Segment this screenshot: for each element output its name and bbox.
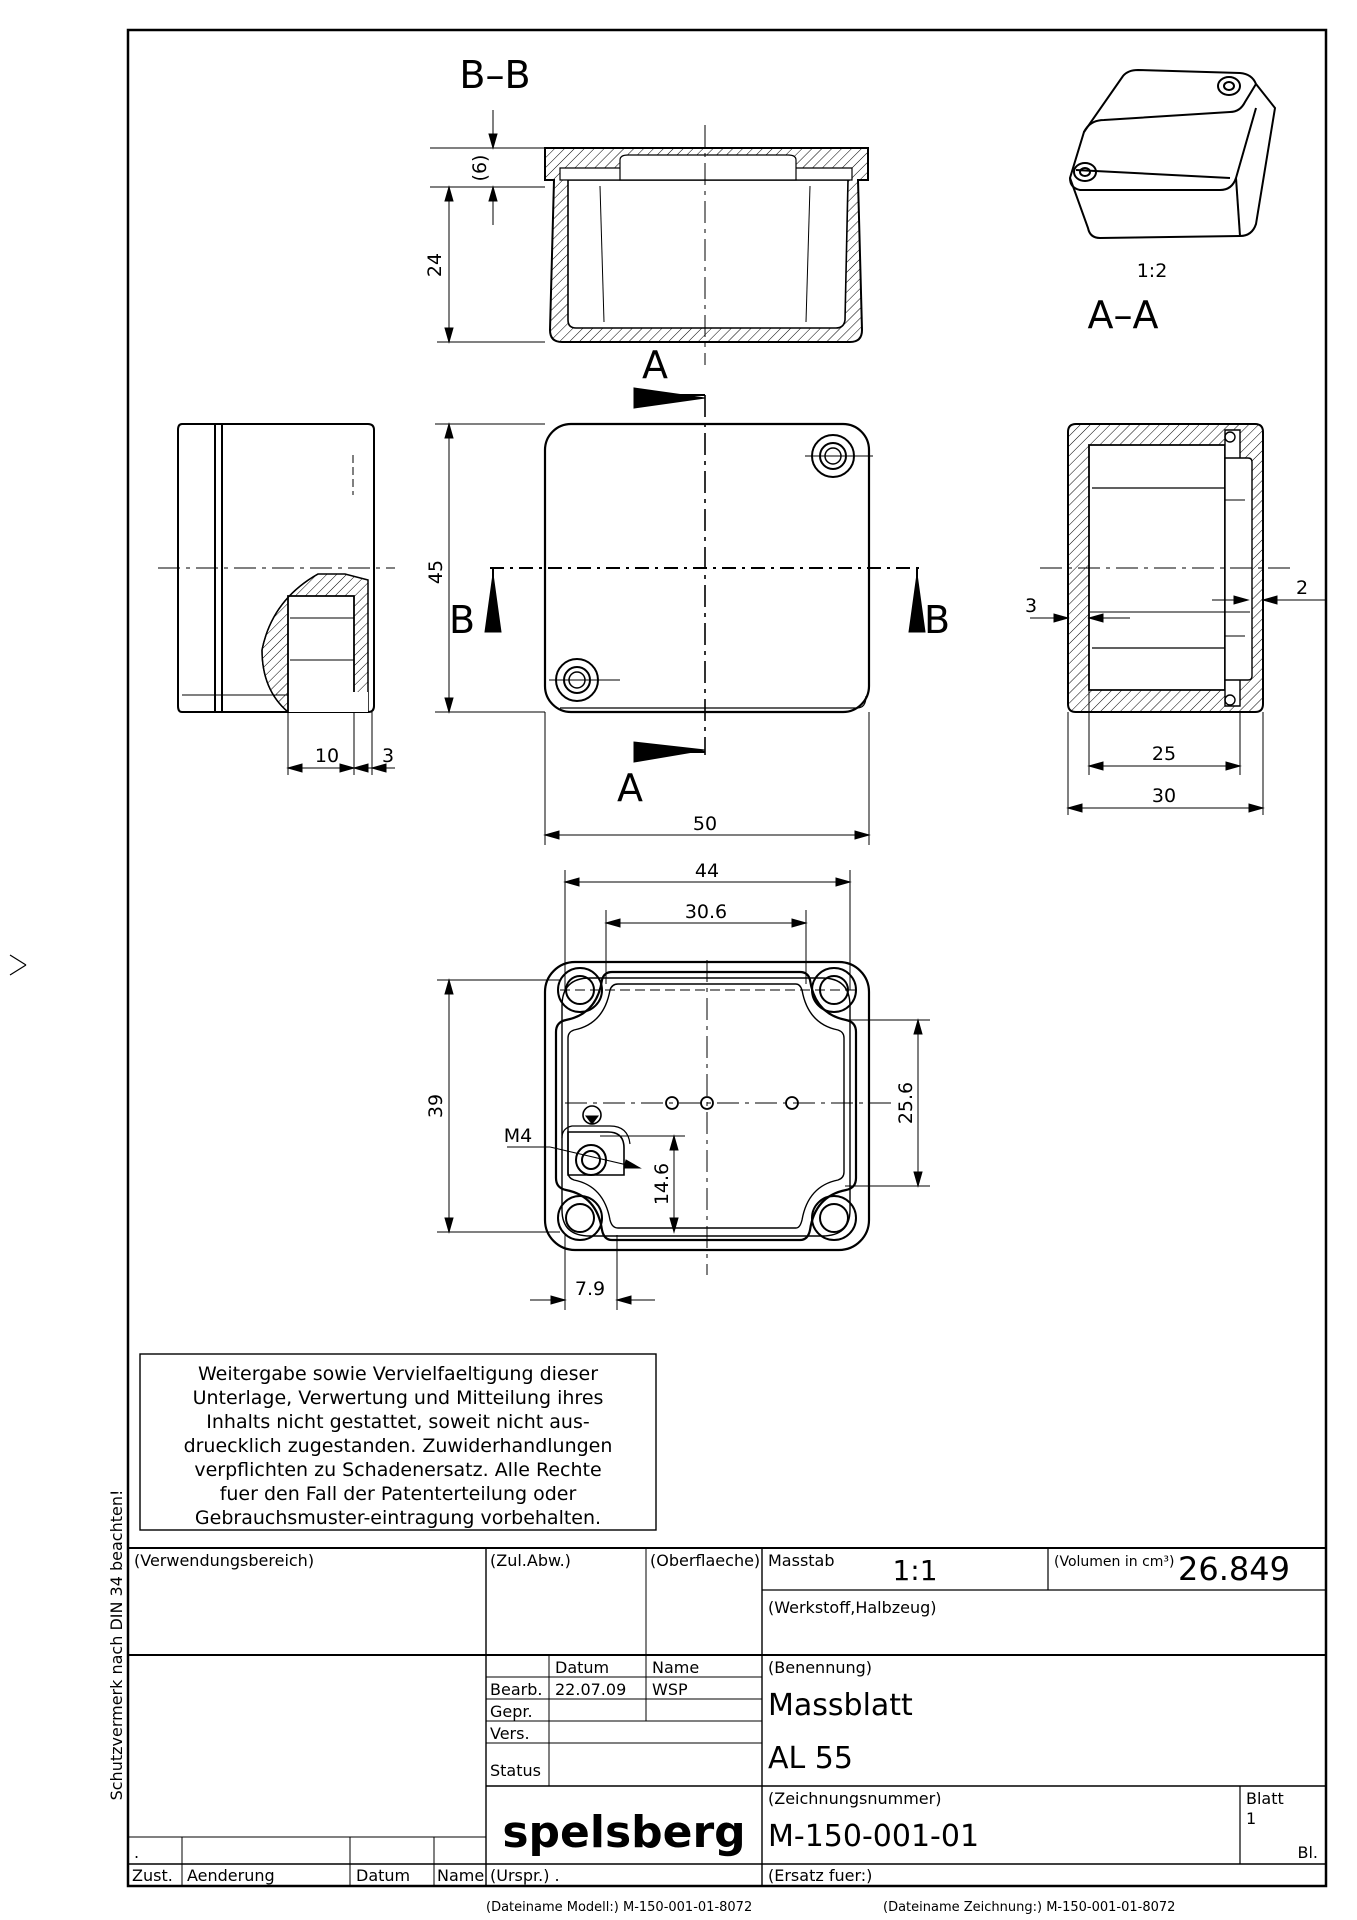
field-blatt-label: Blatt <box>1246 1789 1284 1808</box>
row-status-label: Status <box>490 1761 541 1780</box>
col-name: Name <box>437 1866 485 1885</box>
model-filename: (Dateiname Modell:) M-150-001-01-8072 <box>486 1900 753 1915</box>
drawing-filename: (Dateiname Zeichnung:) M-150-001-01-8072 <box>883 1900 1176 1915</box>
part-name: AL 55 <box>768 1741 853 1776</box>
dim-side-3: 3 <box>381 745 395 767</box>
dim-bottom-7-9: 7.9 <box>574 1278 606 1300</box>
notice-line: fuer den Fall der Patenterteilung oder <box>219 1483 577 1505</box>
row-vers-label: Vers. <box>490 1724 530 1743</box>
dim-height-24: 24 <box>424 252 446 278</box>
row-bearb-name: WSP <box>652 1680 688 1699</box>
dim-thread-m4: M4 <box>503 1125 533 1147</box>
field-benennung-label: (Benennung) <box>768 1658 873 1677</box>
side-view <box>158 424 395 775</box>
left-fold-mark <box>10 955 26 965</box>
field-verwendungsbereich: (Verwendungsbereich) <box>134 1551 315 1570</box>
field-ersatz: (Ersatz fuer:) <box>768 1866 873 1885</box>
dim-aa-wall-2: 2 <box>1295 577 1309 599</box>
row-gepr-label: Gepr. <box>490 1702 533 1721</box>
notice-line: Unterlage, Verwertung und Mitteilung ihres <box>192 1387 604 1409</box>
field-volumen-label: (Volumen in cm³) <box>1054 1554 1175 1570</box>
dim-aa-30: 30 <box>1151 785 1177 807</box>
notice-line: Gebrauchsmuster-eintragung vorbehalten. <box>194 1507 602 1529</box>
field-volumen-value: 26.849 <box>1178 1550 1290 1588</box>
col-name-header: Name <box>652 1658 700 1677</box>
field-masstab-value: 1:1 <box>892 1554 938 1587</box>
field-zul-abw: (Zul.Abw.) <box>490 1551 571 1570</box>
dim-bottom-30-6: 30.6 <box>684 901 728 923</box>
section-a-a-title: A–A <box>1087 293 1159 337</box>
notice-line: verpflichten zu Schadenersatz. Alle Rechte <box>194 1459 602 1481</box>
field-bl-label: Bl. <box>1297 1843 1318 1862</box>
cut-label-a-top: A <box>642 343 668 387</box>
dim-height-45: 45 <box>425 559 447 585</box>
part-title: Massblatt <box>768 1688 913 1723</box>
iso-scale-label: 1:2 <box>1136 260 1168 282</box>
notice-line: druecklich zugestanden. Zuwiderhandlungen <box>183 1435 613 1457</box>
dim-bottom-14-6: 14.6 <box>651 1162 673 1206</box>
col-datum: Datum <box>356 1866 411 1885</box>
notice-line: Weitergabe sowie Vervielfaeltigung dieser <box>197 1363 599 1385</box>
field-werkstoff: (Werkstoff,Halbzeug) <box>768 1598 937 1617</box>
dim-side-10: 10 <box>314 745 340 767</box>
field-oberflaeche: (Oberflaeche) <box>650 1551 761 1570</box>
front-view <box>435 388 925 845</box>
spelsberg-logo: spelsberg <box>502 1807 746 1858</box>
section-b-b-view <box>430 53 868 365</box>
section-b-b-title: B–B <box>459 53 531 97</box>
row-bearb-date: 22.07.09 <box>555 1680 627 1699</box>
din-34-margin-note: Schutzvermerk nach DIN 34 beachten! <box>107 1489 126 1801</box>
dim-width-50: 50 <box>692 813 718 835</box>
dim-aa-25: 25 <box>1151 743 1177 765</box>
notice-line: Inhalts nicht gestattet, soweit nicht aus- <box>206 1411 590 1433</box>
revision-dot: . <box>134 1843 140 1862</box>
col-aenderung: Aenderung <box>187 1866 275 1885</box>
drawing-number: M-150-001-01 <box>768 1819 980 1854</box>
cut-label-b-right: B <box>923 598 951 642</box>
dim-aa-wall-3: 3 <box>1024 595 1038 617</box>
dim-bottom-44: 44 <box>694 860 720 882</box>
field-blatt-value: 1 <box>1246 1809 1257 1828</box>
bottom-view <box>437 870 930 1310</box>
section-a-a-view <box>1030 424 1325 815</box>
dim-bottom-39: 39 <box>425 1093 447 1119</box>
row-bearb-label: Bearb. <box>490 1680 543 1699</box>
isometric-view <box>1070 70 1275 238</box>
field-masstab-label: Masstab <box>768 1551 835 1570</box>
col-zust: Zust. <box>132 1866 173 1885</box>
dim-lid-6: (6) <box>469 154 491 182</box>
field-urspr: (Urspr.) . <box>490 1866 560 1885</box>
left-fold-mark <box>10 965 26 975</box>
cut-label-a-bottom: A <box>617 766 643 810</box>
cut-label-b-left: B <box>448 598 476 642</box>
col-datum-header: Datum <box>555 1658 610 1677</box>
dim-bottom-25-6: 25.6 <box>895 1081 917 1125</box>
field-zeichnungsnummer-label: (Zeichnungsnummer) <box>768 1789 942 1808</box>
